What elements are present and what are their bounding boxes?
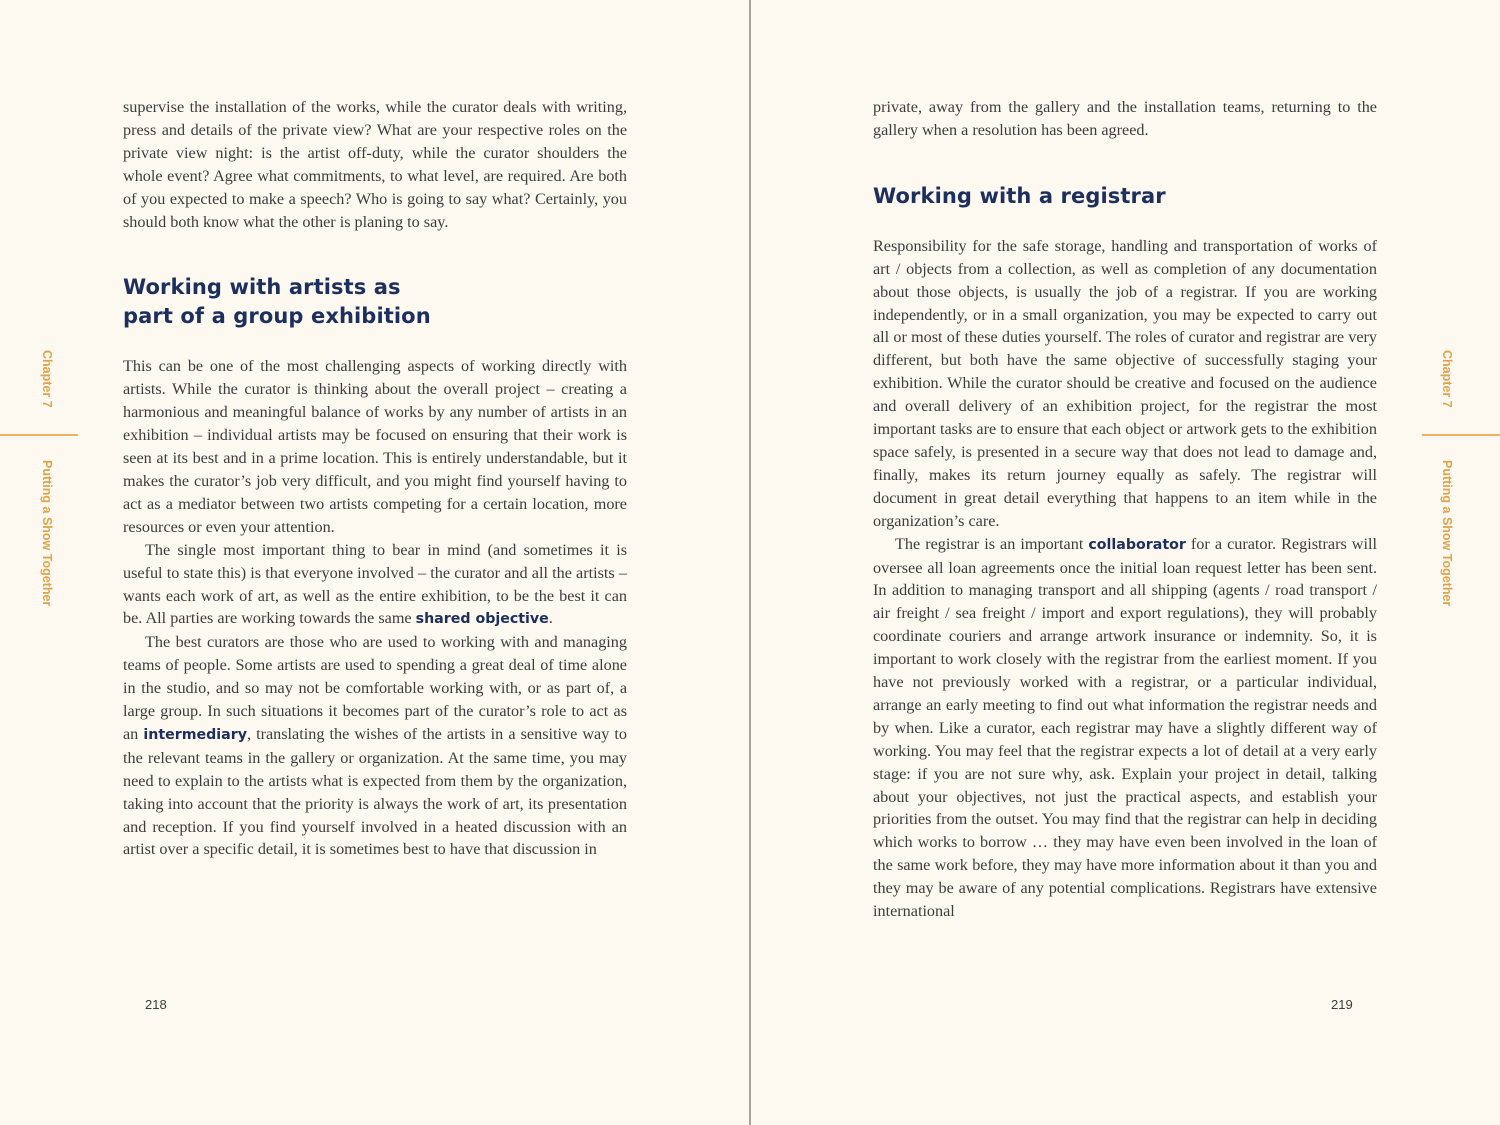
left-page — [0, 0, 749, 1125]
left-chapter-tab — [0, 350, 80, 630]
right-page-number: 219 — [1331, 997, 1353, 1012]
right-paragraph-3 — [873, 533, 1377, 923]
left-paragraph-1: supervise the installation of the works, while the curator deals with writing, press and details of the private view? What are your respective roles on the private view night: is the artist off-duty, while the curator shoulders the whole event? Agree what commitments, to what level, are required. Are both of you expected to make a speech? Who is going to say what? Certainly, you should both know what the other is planing to say. — [123, 98, 627, 231]
left-paragraph-3-end: . — [548, 609, 553, 628]
left-paragraph-3 — [123, 539, 627, 632]
left-paragraph-4-text: The best curators are those who are used to working with and managing teams of people. Some artists are used to spending a great deal of time alone in the studio, and so may not be comfortable working with, or as part of, a large group. In such situations it becomes part of the curator’s role to act as an — [123, 633, 627, 743]
left-page-number: 218 — [145, 997, 167, 1012]
right-section-label: Putting a Show Together — [1440, 460, 1454, 607]
left-section-label: Putting a Show Together — [40, 460, 54, 607]
left-paragraph-4 — [123, 631, 627, 861]
right-page — [751, 0, 1500, 1125]
right-text-column — [873, 96, 1377, 923]
left-chapter-label: Chapter 7 — [40, 350, 54, 408]
keyword-collaborator: collaborator — [1088, 536, 1186, 553]
right-chapter-label: Chapter 7 — [1440, 350, 1454, 408]
left-paragraph-3-text: The single most important thing to bear in mind (and sometimes it is useful to state this) is that everyone involved – the curator and all the artists – wants each work of art, as well as the entire exhibition, to be the best it can be. All parties are working towards the same — [123, 540, 627, 628]
left-section-heading: Working with artists as part of a group exhibition — [123, 275, 431, 329]
keyword-shared-objective: shared objective — [415, 611, 549, 628]
right-chapter-rule — [1422, 434, 1500, 436]
left-chapter-rule — [0, 434, 78, 436]
right-section-heading: Working with a registrar — [873, 183, 1166, 208]
right-paragraph-2: Responsibility for the safe storage, handling and transportation of works of art / objects from a collection, as well as completion of any documentation about those objects, is usually the job of a registrar. If you are working independently, or in a small organization, you may be expected to carry out all or most of these duties yourself. The roles of curator and registrar are very different, but both have the same objective of successfully staging your exhibition. While the curator should be creative and focused on the audience and overall delivery of an exhibition project, for the registrar the most important tasks are to ensure that each object or artwork gets to the exhibition space safely, is presented in a secure way that does not lead to damage and, finally, makes its return journey equally as safely. The registrar will document in great detail everything that happens to an item while in the organization’s care. — [873, 236, 1377, 530]
right-chapter-tab — [1420, 350, 1500, 630]
left-paragraph-4-end: , translating the wishes of the artists in a sensitive way to the relevant teams in the gallery or organization. At the same time, you may need to explain to the artists what is expected from them by the organization, taking into account that the priority is always the work of art, its presentation and reception. If you find yourself involved in a heated discussion with an artist over a specific detail, it is sometimes best to have that discussion in — [123, 724, 627, 859]
right-paragraph-1: private, away from the gallery and the installation teams, returning to the gallery when a resolution has been agreed. — [873, 98, 1377, 139]
right-paragraph-3-end: for a curator. Registrars will oversee all loan agreements once the initial loan request letter has been sent. In addition to managing transport and all shipping (agents / road transport / air freight / sea freight / import and export regulations), they will probably coordinate couriers and arrange artwork insurance or indemnity. So, it is important to work closely with the registrar from the earliest moment. If you have not previously worked with a registrar, or a particular individual, arrange an early meeting to find out what information the registrar needs and by when. Like a curator, each registrar may have a slightly different way of working. You may feel that the registrar expects a lot of detail at a very early stage: if you are not sure why, ask. Explain your project in detail, talking about your objectives, not just the practical aspects, and establish your priorities from the outset. You may find that the registrar can help in deciding which works to borrow … they may have even been involved in the loan of the same work before, they may have more information about it than you and they may be aware of any potential complications. Registrars have extensive international — [873, 534, 1377, 921]
right-paragraph-3-text: The registrar is an important — [895, 534, 1089, 553]
left-paragraph-2: This can be one of the most challenging aspects of working directly with artists. While the curator is thinking about the overall project – creating a harmonious and meaningful balance of works by any number of artists in an exhibition – individual artists may be focused on ensuring that their work is seen at its best and in a prime location. This is entirely understandable, but it makes the curator’s job very difficult, and you might find yourself having to act as a mediator between two artists competing for a certain location, more resources or even your attention. — [123, 357, 627, 536]
left-text-column — [123, 96, 627, 861]
keyword-intermediary: intermediary — [143, 726, 247, 743]
